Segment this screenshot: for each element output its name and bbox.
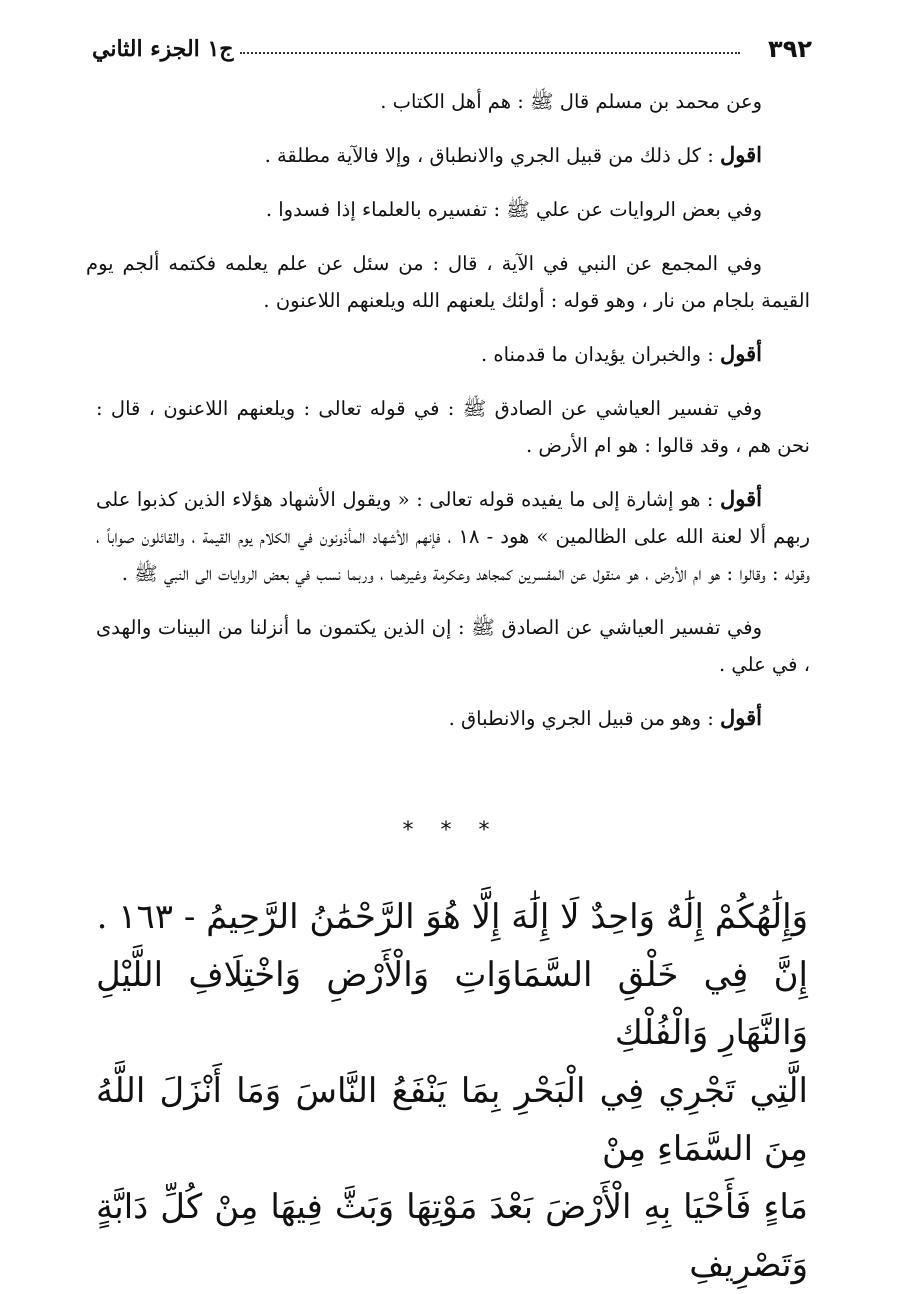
quran-line: إِنَّ فِي خَلْقِ السَّمَاوَاتِ وَالْأَرْضِ وَاخْتِلَافِ اللَّيْلِ وَالنَّهَارِ وَالْفُلْكِ: [96, 955, 808, 1053]
quran-verse-block: [96, 888, 808, 1294]
quran-line: مَاءٍ فَأَحْيَا بِهِ الْأَرْضَ بَعْدَ مَوْتِهَا وَبَثَّ فِيهَا مِنْ كُلِّ دَابَّةٍ وَتَصْرِيفِ: [96, 1187, 808, 1285]
paragraph-lead: أقول: [720, 486, 762, 511]
paragraph-text: وفي بعض الروايات عن علي ﷺ : تفسيره بالعلماء إذا فسدوا .: [265, 198, 762, 221]
paragraph-lead: أقول: [720, 705, 762, 730]
commentary-text: [86, 82, 810, 753]
paragraph: [96, 608, 810, 683]
paragraph: [86, 244, 810, 319]
header-dotted-rule: [240, 52, 740, 54]
paragraph-text: : والخبران يؤيدان ما قدمناه .: [480, 343, 721, 366]
paragraph-text: وعن محمد بن مسلم قال ﷺ : هم أهل الكتاب .: [380, 90, 762, 113]
paragraph: [96, 136, 810, 174]
paragraph: [96, 699, 810, 737]
paragraph-text: : هو إشارة إلى ما يفيده قوله تعالى : « ويقول الأشهاد هؤلاء الذين كذبوا على ربهم ألا لعنة الله على الظالمين » هود - ١٨ ، فإنهم الأشهاد المأذونون في الكلام يوم القيمة ، والقائلون صواباً ، وقوله : وقالوا : هو ام الأرض ، هو منقول عن المفسرين كمجاهد وعكرمة وغيرهما ، وربما نسب في بعض الروايات الى النبي ﷺ .: [96, 488, 810, 585]
paragraph-text: : كل ذلك من قبيل الجري والانطباق ، وإلا فالآية مطلقة .: [264, 144, 721, 167]
paragraph-text: وفي المجمع عن النبي في الآية ، قال : من سئل عن علم يعلمه فكتمه ألجم يوم القيمة بلجام من نار ، وهو قوله : أولئك يلعنهم الله ويلعنهم اللاعنون .: [86, 252, 810, 312]
paragraph-text: وفي تفسير العياشي عن الصادق ﷺ : إن الذين يكتمون ما أنزلنا من البينات والهدى ، في علي .: [96, 616, 810, 676]
quran-line: وَإِلَٰهُكُمْ إِلَٰهٌ وَاحِدٌ لَا إِلَٰهَ إِلَّا هُوَ الرَّحْمَٰنُ الرَّحِيمُ - ١٦٣ .: [96, 897, 808, 937]
paragraph-lead: اقول: [720, 142, 762, 167]
section-separator: * * *: [402, 818, 500, 843]
paragraph: [96, 480, 810, 592]
quran-line: الَّتِي تَجْرِي فِي الْبَحْرِ بِمَا يَنْفَعُ النَّاسَ وَمَا أَنْزَلَ اللَّهُ مِنَ السَّمَاءِ مِنْ: [96, 1071, 808, 1169]
page-header: [92, 32, 812, 66]
paragraph: [96, 389, 810, 464]
running-title: ج١ الجزء الثاني: [92, 36, 234, 62]
paragraph: [96, 190, 810, 228]
paragraph-text: : وهو من قبيل الجري والانطباق .: [448, 707, 721, 730]
paragraph: [96, 335, 810, 373]
page-number: ٣٩٢: [768, 35, 812, 63]
paragraph-text: وفي تفسير العياشي عن الصادق ﷺ : في قوله تعالى : ويلعنهم اللاعنون ، قال : نحن هم ، وقد قالوا : هو ام الأرض .: [96, 397, 810, 457]
paragraph: [96, 82, 810, 120]
paragraph-lead: أقول: [720, 341, 762, 366]
